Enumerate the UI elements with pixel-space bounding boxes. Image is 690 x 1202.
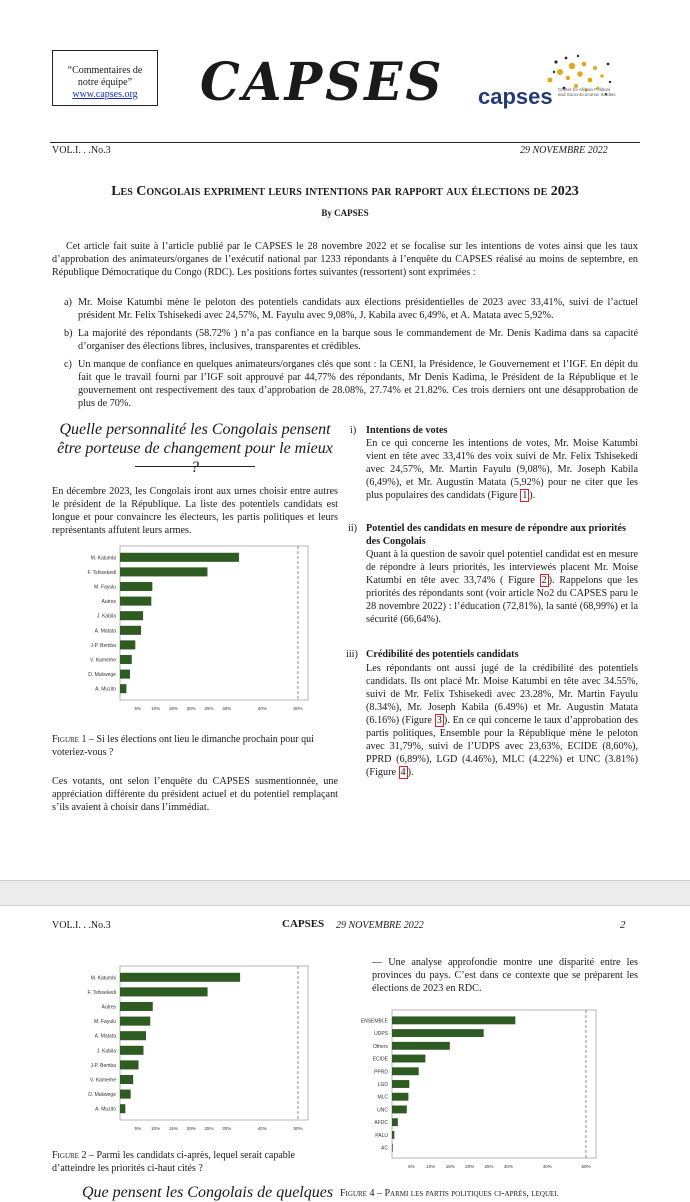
article-title: Les Congolais expriment leurs intentions par rapport aux élections de 2023 bbox=[111, 184, 579, 199]
section-3-text-b: ). En ce qui concerne le taux d’approbation des partis politiques, Ensemble pour la République mène le peloton avec 31,79%, suivi de l’UDPS avec 23,63%, ECIDE (8,60%), PPRD (6,89%), LGD (4.46%), MLC (4.22%) et UNC (3.81%) (Figure bbox=[366, 715, 638, 778]
header-rule bbox=[50, 142, 640, 143]
tick-label: 50% bbox=[293, 706, 303, 711]
box-line-2: notre équipe” bbox=[77, 77, 133, 88]
point-c-marker: c) bbox=[64, 359, 72, 370]
bar bbox=[392, 1042, 450, 1050]
bar bbox=[392, 1016, 515, 1024]
page-2-number: 2 bbox=[620, 919, 626, 931]
section-2-text bbox=[366, 548, 638, 626]
bar bbox=[392, 1093, 408, 1101]
category-label: Autres bbox=[101, 1004, 116, 1011]
box-line-1: “Commentaires de bbox=[67, 65, 143, 76]
bar bbox=[120, 611, 143, 620]
section-1-text-a: En ce qui concerne les intentions de votes, Mr. Moise Katumbi vient en tête avec 33,41% des voix suivi de Mr. Felix Tshisekedi avec 24,57%, Mr. Martin Fayulu (9,08%), Mr. Joseph Kabila (6,49%), et Mr. Augustin Matata (5,92%) pour ne citer que les plus populaires des candidats (Figure bbox=[366, 438, 638, 501]
tick-label: 30% bbox=[222, 706, 232, 711]
figure-1-chart bbox=[58, 540, 328, 720]
bar bbox=[392, 1080, 409, 1088]
point-b-text: La majorité des répondants (58.72% ) n’a pas confiance en la barque sous le commandement de Mr. Denis Kadima dans sa capacité d’organiser des élections libres, inclusives, transparentes et crédibles. bbox=[78, 328, 638, 352]
point-a bbox=[64, 296, 638, 322]
category-label: UDPS bbox=[374, 1031, 388, 1038]
bar bbox=[120, 582, 152, 591]
category-label: J. Kabila bbox=[96, 1048, 116, 1055]
tick-label: 25% bbox=[484, 1164, 494, 1168]
category-label: J-P. Bemba bbox=[90, 1062, 116, 1069]
page-2-date: 29 NOVEMBRE 2022 bbox=[336, 920, 424, 931]
page-2-volume-label: VOL.I. . .No.3 bbox=[52, 920, 111, 931]
category-label: A. Muzito bbox=[95, 1106, 116, 1113]
bar bbox=[120, 640, 135, 649]
figure-1-caption bbox=[52, 733, 338, 759]
category-label: PALU bbox=[375, 1132, 388, 1139]
category-label: Autres bbox=[101, 599, 116, 606]
tick-label: 20% bbox=[465, 1164, 475, 1168]
bar bbox=[120, 1017, 150, 1026]
left-section-heading: Quelle personnalité les Congolais pensent être porteuse de changement pour le mieux ? bbox=[57, 421, 333, 476]
point-a-text: Mr. Moise Katumbi mène le peloton des potentiels candidats aux élections présidentielles de 2023 avec 33,41%, suivi de l’actuel président Mr. Felix Tshisekedi avec 24,57%, M. Fayulu avec 9,08%, J. Kabila avec 6,49%, et A. Matata avec 5,92%. bbox=[78, 297, 638, 321]
figure-2-caption bbox=[52, 1149, 338, 1175]
masthead-title: CAPSES bbox=[200, 50, 445, 113]
figure-4-ref-link[interactable]: 4 bbox=[400, 767, 406, 778]
page-2-bottom-heading: Que pensent les Congolais de quelques bbox=[82, 1184, 334, 1201]
page-2-right-text: — Une analyse approfondie montre une disparité entre les provinces du pays. C’est dans ce contexte que se préparent les élections de 2023 en RDC. bbox=[372, 957, 638, 994]
figure-1-caption-text: Si les élections ont lieu le dimanche prochain pour qui voteriez-vous ? bbox=[52, 734, 314, 758]
tick-label: 25% bbox=[204, 1126, 214, 1131]
tick-label: 15% bbox=[168, 1126, 178, 1131]
left-paragraph-1: En décembre 2023, les Congolais iront aux urnes choisir entre autres le président de la République. La liste des potentiels candidats est longue et pour convaincre les électeurs, les partis politiques et leurs représentants affutent leurs armes. bbox=[52, 486, 338, 536]
figure-3-ref-link[interactable]: 3 bbox=[436, 715, 442, 726]
category-label: M. Katumbi bbox=[90, 555, 116, 562]
bar bbox=[120, 1075, 133, 1084]
section-2-number: ii) bbox=[348, 523, 358, 534]
category-label: F. Tshisekedi bbox=[87, 569, 116, 576]
bar bbox=[120, 1104, 125, 1113]
section-3-title: Crédibilité des potentiels candidats bbox=[366, 649, 519, 660]
category-label: M. Katumbi bbox=[90, 975, 116, 982]
category-label: J-P. Bemba bbox=[90, 642, 116, 649]
point-b-marker: b) bbox=[64, 328, 73, 339]
tick-label: 50% bbox=[581, 1164, 591, 1168]
tick-label: 15% bbox=[168, 706, 178, 711]
section-1-text-b: ). bbox=[529, 490, 536, 501]
page-2-bottom-right-text: Figure 4 – Parmi les partis politiques ci-après, lequel bbox=[340, 1188, 559, 1199]
bar bbox=[120, 626, 141, 635]
figure-1-label: Figure 1 – bbox=[52, 734, 94, 745]
bar bbox=[120, 973, 240, 982]
bar bbox=[392, 1131, 394, 1139]
category-label: LGD bbox=[377, 1082, 388, 1088]
category-label: A. Muzito bbox=[95, 686, 116, 693]
bar bbox=[392, 1055, 425, 1063]
category-label: V. Kamerhe bbox=[90, 1077, 116, 1084]
category-label: M. Fayulu bbox=[94, 1019, 116, 1026]
tick-label: 20% bbox=[186, 1126, 196, 1131]
tick-label: 20% bbox=[186, 706, 196, 711]
tick-label: 5% bbox=[134, 706, 142, 711]
tick-label: 40% bbox=[257, 706, 267, 711]
category-label: A. Matata bbox=[94, 1033, 116, 1040]
bar bbox=[120, 987, 208, 996]
byline: By CAPSES bbox=[321, 208, 369, 218]
section-2-title: Potentiel des candidats en mesure de répondre aux priorités des Congolais bbox=[366, 523, 626, 547]
category-label: UNC bbox=[377, 1107, 388, 1114]
bar bbox=[120, 1046, 143, 1055]
category-label: Others bbox=[372, 1043, 388, 1050]
category-label: AFDC bbox=[374, 1120, 388, 1127]
figure-1-ref-link[interactable]: 1 bbox=[522, 490, 528, 501]
category-label: M. Fayulu bbox=[94, 584, 116, 591]
tick-label: 5% bbox=[408, 1164, 415, 1168]
category-label: V. Kamerhe bbox=[90, 657, 116, 664]
point-b bbox=[64, 327, 638, 353]
figure-4-chart bbox=[340, 1008, 620, 1168]
figure-2-ref-link[interactable]: 2 bbox=[541, 575, 547, 586]
bar bbox=[392, 1106, 407, 1114]
bar bbox=[120, 567, 207, 576]
category-label: A. Matata bbox=[94, 628, 116, 635]
tick-label: 30% bbox=[222, 1126, 232, 1131]
category-label: PPRD bbox=[374, 1069, 388, 1076]
section-3-text-c: ). bbox=[407, 767, 414, 778]
issue-date: 29 NOVEMBRE 2022 bbox=[520, 145, 608, 156]
left-paragraph-2: Ces votants, ont selon l’enquête du CAPSES susmentionnée, une appréciation différente du président actuel et du potentiel remplaçant s’ils avaient à choisir dans l’immédiat. bbox=[52, 776, 338, 813]
section-1-title: Intentions de votes bbox=[366, 425, 448, 436]
bar bbox=[120, 1060, 139, 1069]
category-label: AC bbox=[381, 1145, 388, 1152]
tick-label: 10% bbox=[151, 706, 161, 711]
section-3-text-a: Les répondants ont aussi jugé de la crédibilité des potentiels candidats. Ils ont placé Mr. Moise Katumbi en tête avec 34.55%, suivi de Mr. Felix Tshisekedi avec 23.28%, Mr. Martin Fayulu (8.34%), Mr. Joseph Kabila (6.49%) et Mr. Augustin Matata (6.16%) (Figure bbox=[366, 663, 638, 726]
bar bbox=[120, 684, 126, 693]
section-1-text bbox=[366, 437, 638, 502]
category-label: F. Tshisekedi bbox=[87, 989, 116, 996]
bar bbox=[120, 597, 151, 606]
bar bbox=[120, 670, 130, 679]
figure-2-chart bbox=[58, 960, 328, 1140]
category-label: D. Mukwege bbox=[88, 1092, 116, 1099]
bar bbox=[120, 655, 132, 664]
section-2-text-b: ). Rappelons que les priorités des répondants sont (voir article No2 du CAPSES paru le 28 novembre 2022) : l’éducation (72,81%), la santé (68,99%) et la sécurité (66,64%). bbox=[366, 575, 638, 625]
tick-label: 30% bbox=[503, 1164, 513, 1168]
category-label: D. Mukwege bbox=[88, 672, 116, 679]
tick-label: 5% bbox=[134, 1126, 142, 1131]
bar bbox=[120, 1002, 153, 1011]
tick-label: 10% bbox=[151, 1126, 161, 1131]
intro-paragraph: Cet article fait suite à l’article publié par le CAPSES le 28 novembre 2022 et se focalise sur les intentions de votes ainsi que les taux d’approbation des animateurs/organes de l’exécutif national par 1233 répondants à l’enquête du CAPSES réalisé au moins de septembre, en République Démocratique du Congo (RDC). Les positions fortes suivantes (ressortent) sont exprimées : bbox=[52, 241, 638, 278]
point-a-marker: a) bbox=[64, 297, 72, 308]
heading-rule bbox=[135, 466, 255, 467]
point-c bbox=[64, 358, 638, 410]
tick-label: 40% bbox=[542, 1164, 552, 1168]
bar bbox=[120, 553, 239, 562]
tick-label: 10% bbox=[426, 1164, 436, 1168]
bar bbox=[392, 1144, 393, 1152]
point-c-text: Un manque de confiance en quelques animateurs/organes clés que sont : la CENI, la Présidence, le Gouvernement et l’IGF. En dépit du fait que le travail fourni par l’IGF soit approuvé par 44,77% des répondants, Mr Denis Kadima, le Président de la République et le gouvernement ont respectivement des taux d’approbation de 28.08%, 27.74% et 21.82%. Ces trois derniers ont une désapprobation de plus de 70%. bbox=[78, 359, 638, 409]
website-link[interactable]: www.capses.org bbox=[72, 89, 138, 100]
page-2-header-title: CAPSES bbox=[282, 918, 325, 930]
tick-label: 15% bbox=[445, 1164, 455, 1168]
section-1-number: i) bbox=[350, 425, 357, 436]
bar bbox=[392, 1029, 484, 1037]
bar bbox=[120, 1031, 146, 1040]
tick-label: 25% bbox=[204, 706, 214, 711]
section-3-text bbox=[366, 662, 638, 779]
category-label: MLC bbox=[377, 1094, 388, 1101]
category-label: ECIDE bbox=[372, 1056, 388, 1063]
page-separator bbox=[0, 880, 690, 906]
section-2-text-a: Quant à la question de savoir quel potentiel candidat est en mesure de répondre à leurs priorités, les interviewés placent Mr. Moise Katumbi en tête avec 33,74% ( Figure bbox=[366, 549, 638, 586]
volume-label: VOL.I. . .No.3 bbox=[52, 145, 111, 156]
capses-logo-subtitle: Center for African Political and Socio-Economic Studies bbox=[558, 87, 616, 97]
comments-box bbox=[52, 50, 158, 106]
figure-2-caption-text: Parmi les candidats ci-après, lequel serait capable d’atteindre les priorités ci-haut cités ? bbox=[52, 1150, 295, 1174]
tick-label: 40% bbox=[257, 1126, 267, 1131]
section-3-number: iii) bbox=[346, 649, 358, 660]
category-label: ENSEMBLE bbox=[360, 1018, 388, 1025]
bar bbox=[120, 1090, 131, 1099]
bar bbox=[392, 1118, 398, 1126]
figure-2-label: Figure 2 – bbox=[52, 1150, 94, 1161]
capses-logo-text: capses bbox=[478, 84, 553, 109]
category-label: J. Kabila bbox=[96, 613, 116, 620]
tick-label: 50% bbox=[293, 1126, 303, 1131]
bar bbox=[392, 1067, 419, 1075]
